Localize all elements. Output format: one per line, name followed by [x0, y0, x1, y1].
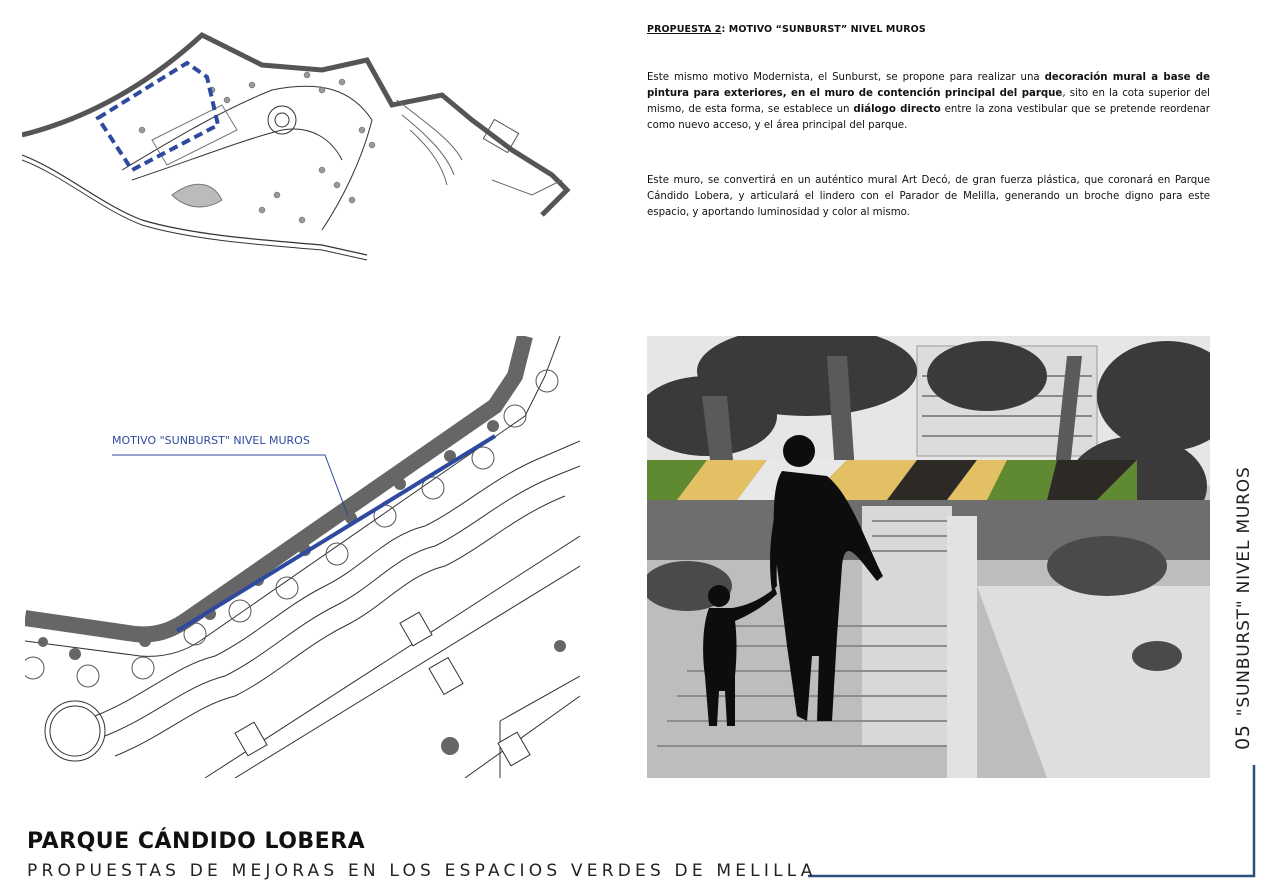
- proposal-heading: [647, 24, 926, 35]
- side-section-title: [1232, 450, 1254, 750]
- paragraph-text: , sito en la cota superior del mismo, de esta forma, se establece un: [647, 88, 1210, 115]
- description-paragraph-2: Este muro, se convertirá en un auténtico mural Art Decó, de gran fuerza plástica, que coronará en Parque Cándido Lobera, y articulará el lindero con el Parador de Melilla, generando un broche digno para este espacio, y aportando luminosidad y color al mismo.: [647, 175, 1210, 218]
- description-paragraph-1: [647, 70, 1210, 134]
- section-title: "SUNBURST" NIVEL MUROS: [1234, 466, 1254, 717]
- site-plan-drawing: [22, 30, 577, 265]
- proposal-heading-title: : MOTIVO “SUNBURST” NIVEL MUROS: [721, 24, 926, 35]
- mural-photo-mockup: [647, 336, 1210, 778]
- paragraph-bold: decoración mural a base de pintura para exteriores, en el muro de contención principal del parque: [647, 72, 1210, 99]
- paragraph-text: entre la zona vestibular que se pretende reordenar como nuevo acceso, y el área principal del parque.: [647, 104, 1210, 131]
- footer-title: PARQUE CÁNDIDO LOBERA: [27, 829, 366, 854]
- paragraph-text: Este mismo motivo Modernista, el Sunburst, se propone para realizar una: [647, 72, 1045, 83]
- detail-plan-drawing: [25, 336, 580, 778]
- callout-label: MOTIVO "SUNBURST" NIVEL MUROS: [112, 434, 310, 447]
- footer-subtitle: PROPUESTAS DE MEJORAS EN LOS ESPACIOS VERDES DE MELILLA: [27, 861, 817, 881]
- section-number: 05: [1232, 724, 1254, 750]
- paragraph-bold: diálogo directo: [853, 104, 941, 115]
- proposal-heading-number: PROPUESTA 2: [647, 24, 722, 35]
